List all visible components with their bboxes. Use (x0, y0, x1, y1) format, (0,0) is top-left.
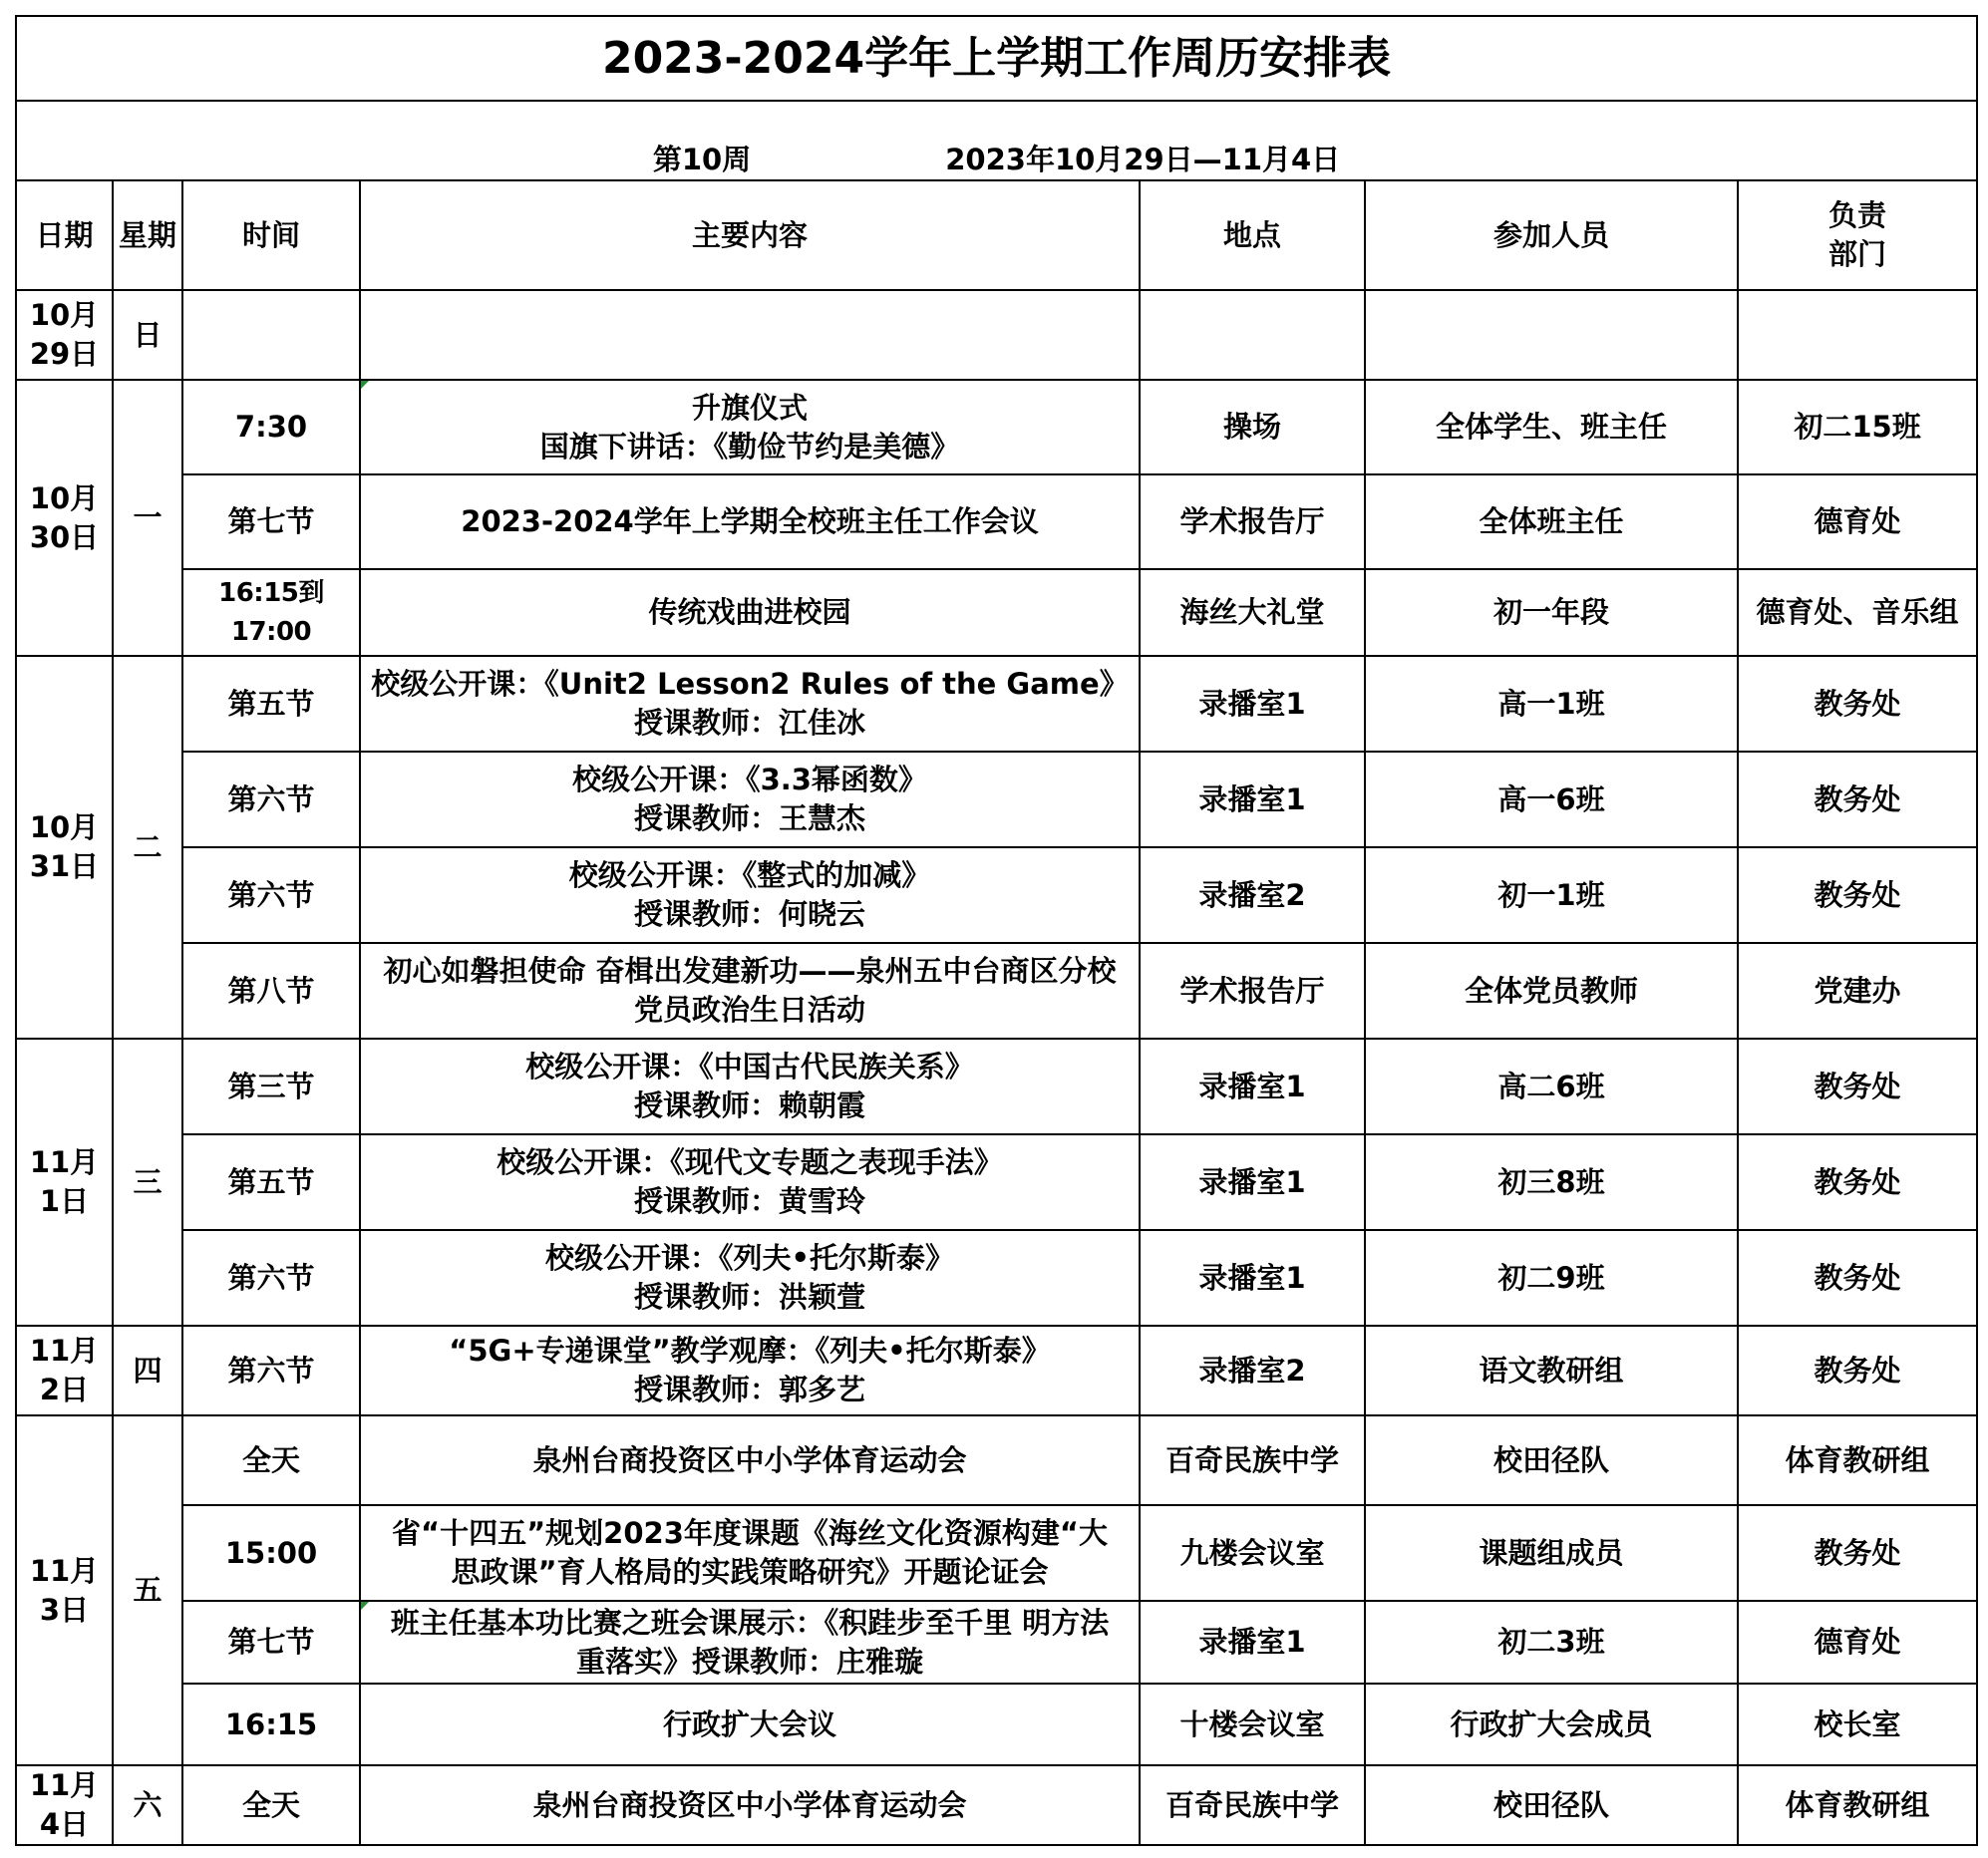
weekday-cell: 五 (113, 1415, 182, 1765)
people-cell: 初一1班 (1365, 847, 1738, 943)
dept-cell: 初二15班 (1738, 380, 1977, 474)
content-cell: 升旗仪式 国旗下讲话：《勤俭节约是美德》 (360, 380, 1140, 474)
table-row (16, 290, 1977, 380)
header-content: 主要内容 (360, 180, 1140, 290)
people-cell: 初一年段 (1365, 569, 1738, 656)
people-cell: 高二6班 (1365, 1039, 1738, 1134)
place-cell: 操场 (1140, 380, 1365, 474)
place-cell: 学术报告厅 (1140, 474, 1365, 569)
content-cell: 校级公开课：《中国古代民族关系》 授课教师：赖朝霞 (360, 1039, 1140, 1134)
date-cell: 11月 4日 (16, 1765, 113, 1845)
people-cell: 高一6班 (1365, 752, 1738, 847)
date-cell: 10月 30日 (16, 380, 113, 656)
people-cell: 全体党员教师 (1365, 943, 1738, 1039)
time-cell: 第六节 (182, 847, 360, 943)
place-cell: 海丝大礼堂 (1140, 569, 1365, 656)
table-row (16, 943, 1977, 1039)
content-cell: 校级公开课：《列夫•托尔斯泰》 授课教师：洪颖萱 (360, 1230, 1140, 1326)
date-cell: 11月 2日 (16, 1326, 113, 1415)
time-cell: 16:15到17:00 (182, 569, 360, 656)
table-row (16, 1039, 1977, 1134)
table-row (16, 1134, 1977, 1230)
content-cell: 传统戏曲进校园 (360, 569, 1140, 656)
place-cell: 十楼会议室 (1140, 1684, 1365, 1765)
people-cell: 初三8班 (1365, 1134, 1738, 1230)
content-cell: 泉州台商投资区中小学体育运动会 (360, 1415, 1140, 1505)
dept-cell: 教务处 (1738, 752, 1977, 847)
dept-cell: 教务处 (1738, 1039, 1977, 1134)
time-cell: 第八节 (182, 943, 360, 1039)
table-row (16, 569, 1977, 656)
week-range: 2023年10月29日—11月4日 (945, 143, 1341, 176)
time-cell: 第七节 (182, 1601, 360, 1684)
weekday-cell: 三 (113, 1039, 182, 1326)
weekday-cell: 六 (113, 1765, 182, 1845)
content-cell: 2023-2024学年上学期全校班主任工作会议 (360, 474, 1140, 569)
table-row (16, 380, 1977, 474)
place-cell: 录播室1 (1140, 1230, 1365, 1326)
week-label: 第10周 (652, 143, 752, 176)
content-cell: 校级公开课：《3.3幂函数》 授课教师：王慧杰 (360, 752, 1140, 847)
header-time: 时间 (182, 180, 360, 290)
content-cell: 省“十四五”规划2023年度课题《海丝文化资源构建“大 思政课”育人格局的实践策略研究》开题论证会 (360, 1505, 1140, 1601)
table-row (16, 1765, 1977, 1845)
time-cell: 16:15 (182, 1684, 360, 1765)
content-cell: 校级公开课：《现代文专题之表现手法》 授课教师：黄雪玲 (360, 1134, 1140, 1230)
schedule-body (16, 16, 1977, 1845)
place-cell: 录播室1 (1140, 1134, 1365, 1230)
dept-cell: 德育处、音乐组 (1738, 569, 1977, 656)
header-place: 地点 (1140, 180, 1365, 290)
people-cell: 校田径队 (1365, 1765, 1738, 1845)
weekday-cell: 一 (113, 380, 182, 656)
content-cell (360, 290, 1140, 380)
date-cell: 11月 3日 (16, 1415, 113, 1765)
table-row (16, 1230, 1977, 1326)
table-row (16, 1505, 1977, 1601)
people-cell: 课题组成员 (1365, 1505, 1738, 1601)
dept-cell: 教务处 (1738, 1505, 1977, 1601)
people-cell: 初二3班 (1365, 1601, 1738, 1684)
header-people: 参加人员 (1365, 180, 1738, 290)
weekday-cell: 四 (113, 1326, 182, 1415)
place-cell: 百奇民族中学 (1140, 1765, 1365, 1845)
table-row (16, 752, 1977, 847)
content-cell: “5G+专递课堂”教学观摩：《列夫•托尔斯泰》 授课教师：郭多艺 (360, 1326, 1140, 1415)
content-cell: 校级公开课：《Unit2 Lesson2 Rules of the Game》 授课教师：江佳冰 (360, 656, 1140, 752)
weekday-cell: 二 (113, 656, 182, 1039)
content-cell: 班主任基本功比赛之班会课展示：《积跬步至千里 明方法 重落实》授课教师：庄雅璇 (360, 1601, 1140, 1684)
header-date: 日期 (16, 180, 113, 290)
time-cell: 第五节 (182, 656, 360, 752)
dept-cell: 教务处 (1738, 656, 1977, 752)
week-info (16, 101, 1977, 180)
time-cell: 第六节 (182, 752, 360, 847)
table-row (16, 1415, 1977, 1505)
people-cell: 校田径队 (1365, 1415, 1738, 1505)
page-title: 2023-2024学年上学期工作周历安排表 (16, 16, 1977, 101)
people-cell: 全体班主任 (1365, 474, 1738, 569)
people-cell: 初二9班 (1365, 1230, 1738, 1326)
date-cell: 11月 1日 (16, 1039, 113, 1326)
place-cell: 录播室1 (1140, 752, 1365, 847)
time-cell: 全天 (182, 1415, 360, 1505)
dept-cell: 党建办 (1738, 943, 1977, 1039)
schedule-table (15, 15, 1978, 1846)
time-cell: 第五节 (182, 1134, 360, 1230)
time-cell: 第七节 (182, 474, 360, 569)
place-cell: 录播室1 (1140, 656, 1365, 752)
time-cell: 第六节 (182, 1326, 360, 1415)
table-row (16, 656, 1977, 752)
table-row (16, 474, 1977, 569)
header-weekday: 星期 (113, 180, 182, 290)
content-cell: 初心如磐担使命 奋楫出发建新功——泉州五中台商区分校 党员政治生日活动 (360, 943, 1140, 1039)
dept-cell: 德育处 (1738, 1601, 1977, 1684)
time-cell: 15:00 (182, 1505, 360, 1601)
content-cell: 行政扩大会议 (360, 1684, 1140, 1765)
place-cell: 录播室1 (1140, 1601, 1365, 1684)
dept-cell: 教务处 (1738, 847, 1977, 943)
people-cell: 行政扩大会成员 (1365, 1684, 1738, 1765)
dept-cell: 体育教研组 (1738, 1415, 1977, 1505)
content-cell: 校级公开课：《整式的加减》 授课教师：何晓云 (360, 847, 1140, 943)
time-cell: 7:30 (182, 380, 360, 474)
time-cell: 第六节 (182, 1230, 360, 1326)
people-cell: 全体学生、班主任 (1365, 380, 1738, 474)
dept-cell: 教务处 (1738, 1134, 1977, 1230)
content-cell: 泉州台商投资区中小学体育运动会 (360, 1765, 1140, 1845)
place-cell: 九楼会议室 (1140, 1505, 1365, 1601)
dept-cell: 教务处 (1738, 1326, 1977, 1415)
dept-cell: 校长室 (1738, 1684, 1977, 1765)
weekday-cell: 日 (113, 290, 182, 380)
place-cell (1140, 290, 1365, 380)
dept-cell (1738, 290, 1977, 380)
dept-cell: 教务处 (1738, 1230, 1977, 1326)
place-cell: 录播室2 (1140, 847, 1365, 943)
header-dept: 负责 部门 (1738, 180, 1977, 290)
date-cell: 10月 29日 (16, 290, 113, 380)
people-cell: 语文教研组 (1365, 1326, 1738, 1415)
time-cell: 全天 (182, 1765, 360, 1845)
table-row (16, 847, 1977, 943)
table-row (16, 1326, 1977, 1415)
dept-cell: 德育处 (1738, 474, 1977, 569)
people-cell: 高一1班 (1365, 656, 1738, 752)
date-cell: 10月 31日 (16, 656, 113, 1039)
header-row (16, 180, 1977, 290)
table-row (16, 1601, 1977, 1684)
place-cell: 学术报告厅 (1140, 943, 1365, 1039)
time-cell (182, 290, 360, 380)
schedule-sheet (15, 15, 1976, 1846)
place-cell: 录播室1 (1140, 1039, 1365, 1134)
dept-cell: 体育教研组 (1738, 1765, 1977, 1845)
time-cell: 第三节 (182, 1039, 360, 1134)
place-cell: 百奇民族中学 (1140, 1415, 1365, 1505)
table-row (16, 1684, 1977, 1765)
people-cell (1365, 290, 1738, 380)
place-cell: 录播室2 (1140, 1326, 1365, 1415)
